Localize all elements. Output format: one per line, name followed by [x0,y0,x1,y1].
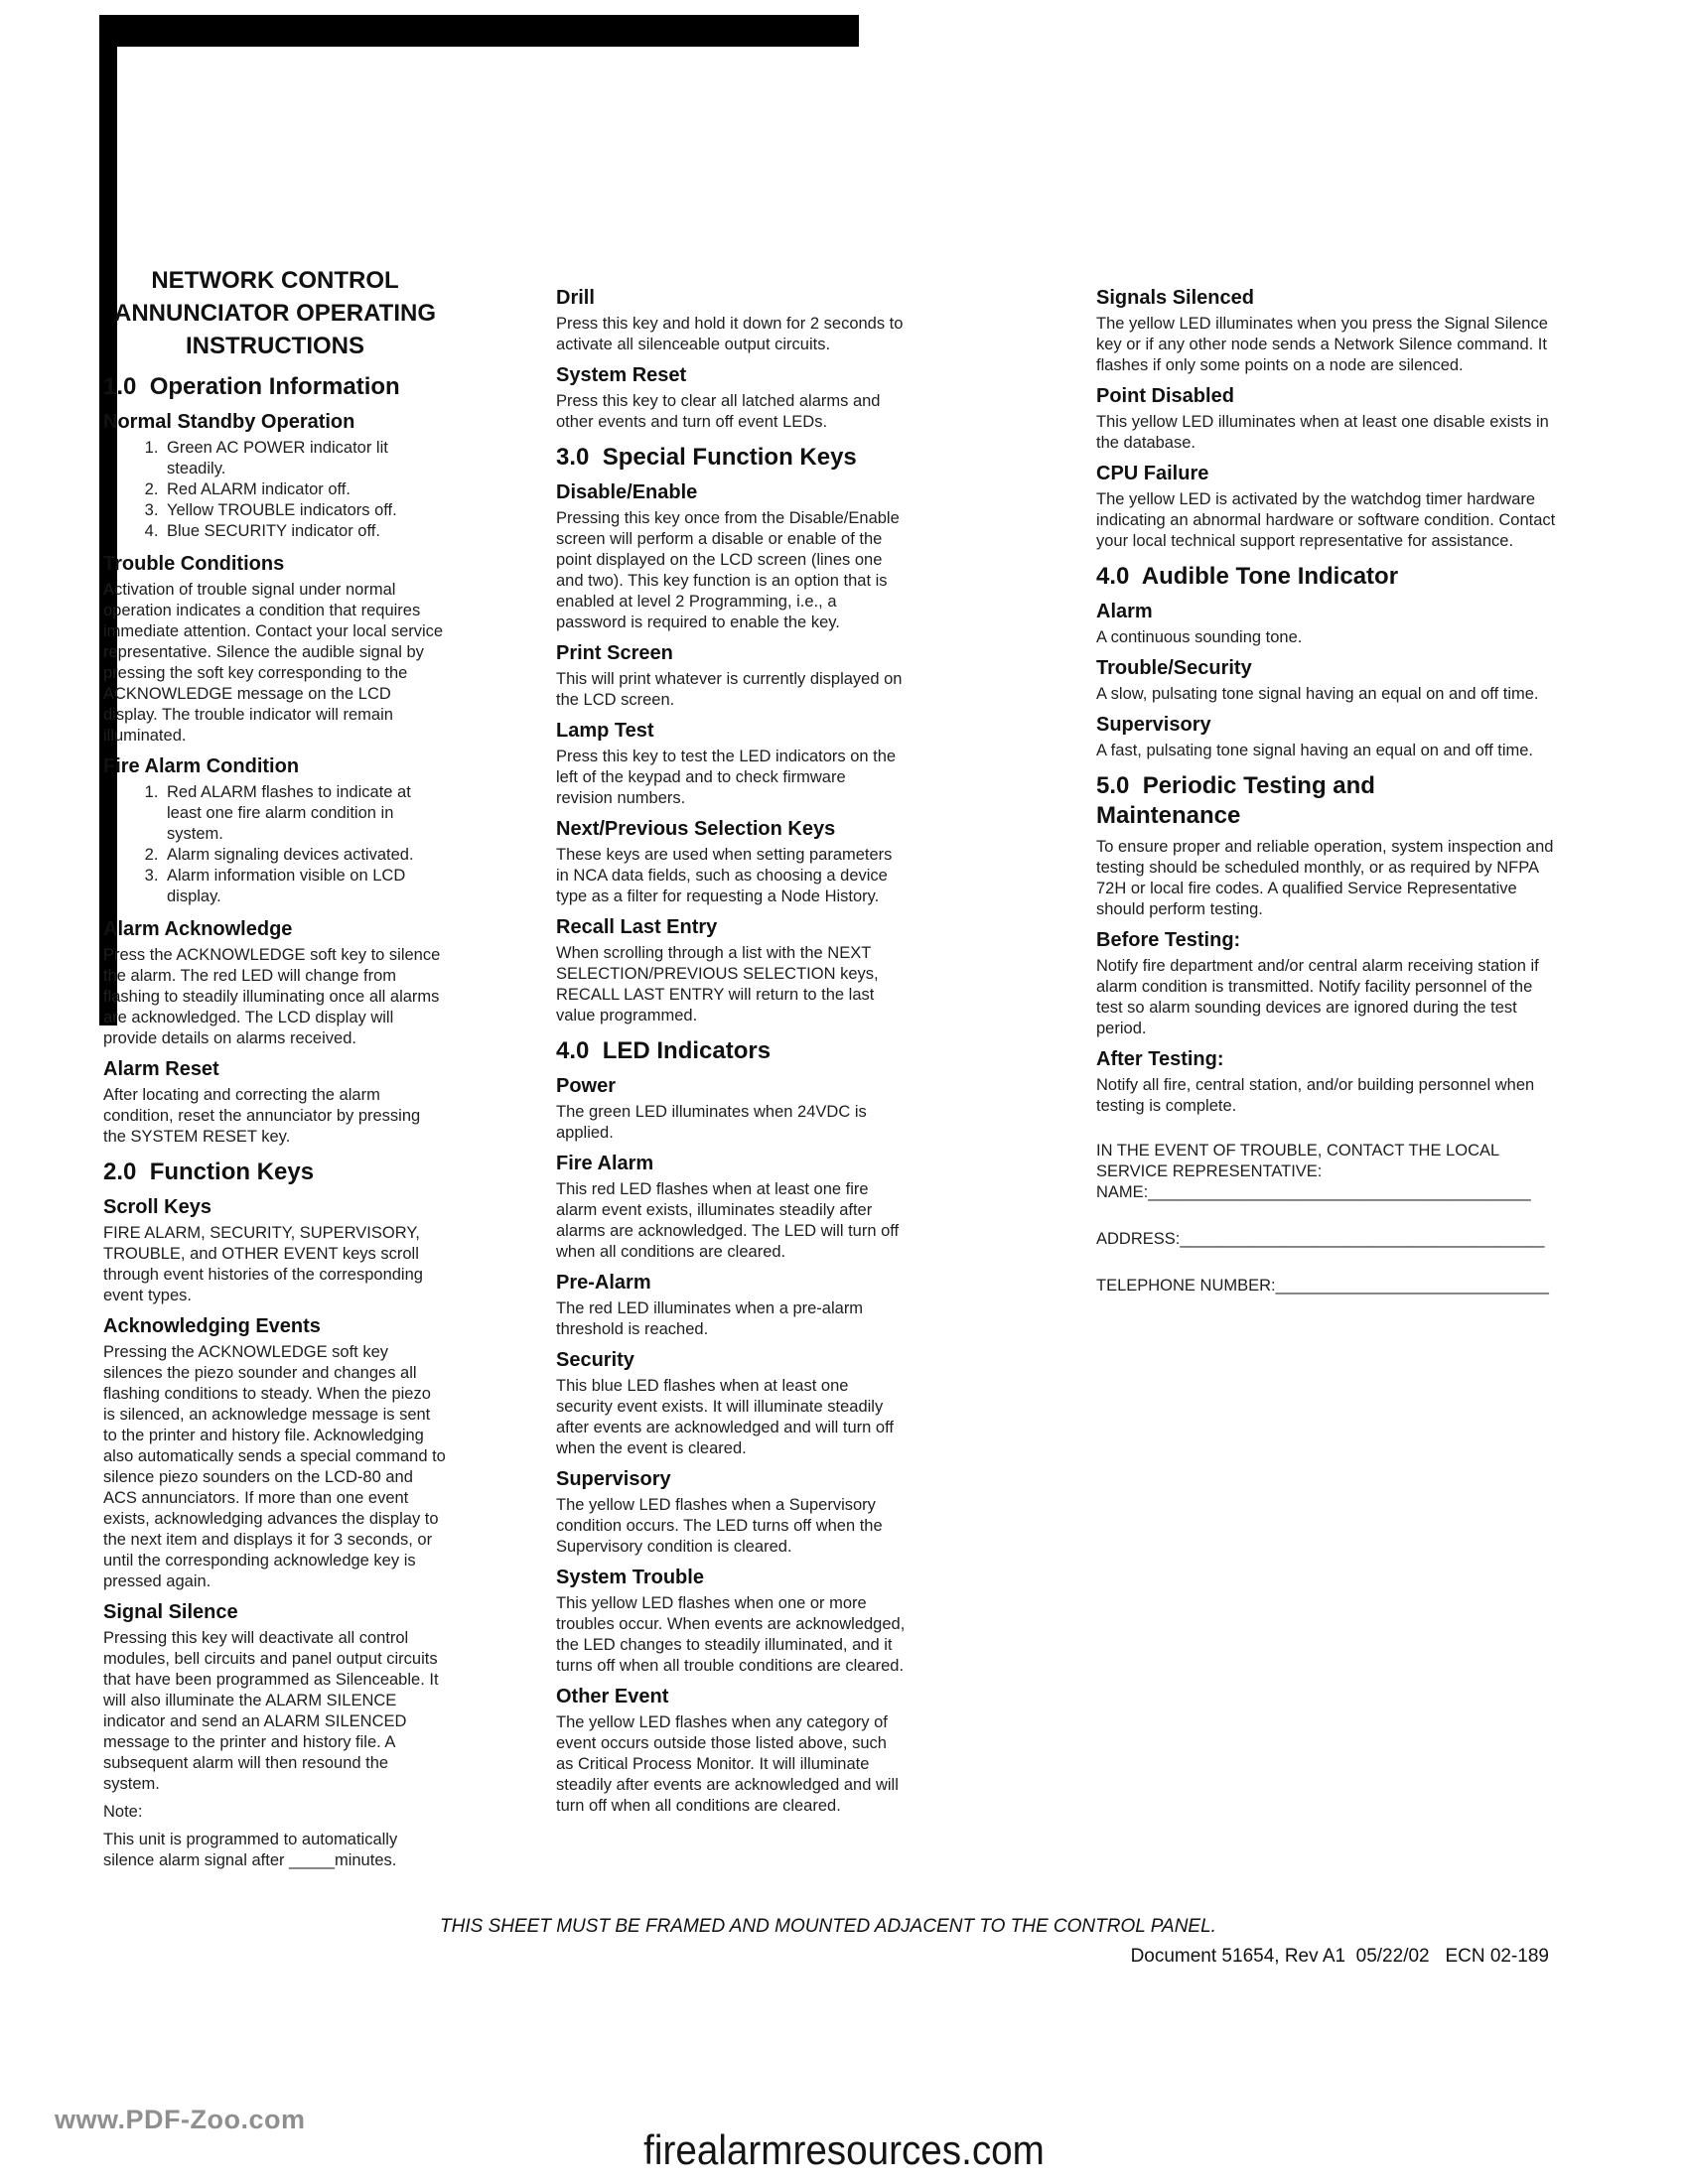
drill-paragraph: Press this key and hold it down for 2 seconds to activate all silenceable output circuits. [556,315,904,353]
print-screen-heading: Print Screen [556,642,673,664]
normal-standby-heading: Normal Standby Operation [103,411,355,433]
note-text: This unit is programmed to automatically silence alarm signal after _____minutes. [103,1831,398,1869]
alarm-paragraph: A continuous sounding tone. [1096,628,1303,646]
section-1-operation-heading: 1.0 Operation Information [103,373,400,400]
column-middle [556,286,906,1824]
lamp-test-paragraph: Press this key to test the LED indicators on the left of the keypad and to check firmware revision numbers. [556,748,897,807]
contact-intro-text: IN THE EVENT OF TROUBLE, CONTACT THE LOCAL SERVICE REPRESENTATIVE: [1096,1142,1499,1180]
before-testing-paragraph: Notify fire department and/or central alarm receiving station if alarm condition is transmitted. Notify facility personnel of the test so alarm sounding devices are ignored during the test period. [1096,957,1539,1037]
list-item: 1. Red ALARM flashes to indicate at least one fire alarm condition in system. [163,782,447,845]
document-revision-text: Document 51654, Rev A1 05/22/02 ECN 02-189 [1130,1946,1549,1967]
pre-alarm-paragraph: The red LED illuminates when a pre-alarm threshold is reached. [556,1299,864,1338]
system-reset-paragraph: Press this key to clear all latched alarms and other events and turn off event LEDs. [556,392,881,431]
after-testing-paragraph: Notify all fire, central station, and/or building personnel when testing is complete. [1096,1076,1535,1115]
supervisory-paragraph: The yellow LED flashes when a Supervisory condition occurs. The LED turns off when the Supervisory condition is cleared. [556,1496,883,1556]
alarm-heading: Alarm [1096,601,1153,622]
drill-heading: Drill [556,287,595,309]
firealarmresources-watermark: firealarmresources.com [643,2126,1045,2173]
service-contact-block [1096,1141,1561,1297]
fire-alarm-list [103,782,447,907]
framed-notice-text: THIS SHEET MUST BE FRAMED AND MOUNTED ADJACENT TO THE CONTROL PANEL. [440,1916,1216,1937]
trouble-security-heading: Trouble/Security [1096,657,1252,679]
cpu-failure-paragraph: The yellow LED is activated by the watchdog timer hardware indicating an abnormal hardware or software condition. Contact your local technical support representative for assistance. [1096,490,1556,550]
section-2-function-keys-heading: 2.0 Function Keys [103,1159,315,1185]
lamp-test-heading: Lamp Test [556,720,654,742]
other-event-paragraph: The yellow LED flashes when any category of event occurs outside those listed above, such as Critical Process Monitor. It will illuminate steadily after events are acknowledged and will turn off when all conditions are cleared. [556,1713,899,1815]
section-3-special-function-heading: 3.0 Special Function Keys [556,444,857,471]
system-trouble-heading: System Trouble [556,1567,704,1588]
recall-last-entry-heading: Recall Last Entry [556,916,718,938]
pdf-zoo-watermark: www.PDF-Zoo.com [55,2105,306,2134]
system-reset-heading: System Reset [556,364,687,386]
note-label: Note: [103,1803,143,1821]
after-testing-heading: After Testing: [1096,1048,1224,1070]
alarm-acknowledge-paragraph: Press the ACKNOWLEDGE soft key to silence the alarm. The red LED will change from flashing to steadily illuminating once all alarms are acknowledged. The LCD display will provide details on alarms received. [103,946,441,1047]
alarm-reset-paragraph: After locating and correcting the alarm condition, reset the annunciator by pressing the SYSTEM RESET key. [103,1086,421,1146]
recall-last-entry-paragraph: When scrolling through a list with the NEXT SELECTION/PREVIOUS SELECTION keys, RECALL LAST ENTRY will return to the last value programmed. [556,944,879,1024]
list-item: 3. Alarm information visible on LCD display. [163,866,447,907]
doc-title-line-1: NETWORK CONTROL [151,267,399,294]
list-item: 2. Alarm signaling devices activated. [163,845,447,866]
disable-enable-paragraph: Pressing this key once from the Disable/Enable screen will perform a disable or enable of the point displayed on the LCD screen (lines one and two). This key function is an option that is enabled at level 2 Programming, i.e., a password is required to enable the key. [556,509,900,631]
before-testing-heading: Before Testing: [1096,929,1241,951]
standby-list [103,438,447,542]
scan-artifact-top-bar [99,15,859,47]
trouble-conditions-paragraph: Activation of trouble signal under normal operation indicates a condition that requires immediate attention. Contact your local service representative. Silence the audible signal by pressing the soft key corresponding to the ACKNOWLEDGE message on the LCD display. The trouble indicator will remain illuminated. [103,581,444,745]
scroll-keys-paragraph: FIRE ALARM, SECURITY, SUPERVISORY, TROUBLE, and OTHER EVENT keys scroll through event histories of the corresponding event types. [103,1224,423,1304]
print-screen-paragraph: This will print whatever is currently displayed on the LCD screen. [556,670,903,709]
system-trouble-paragraph: This yellow LED flashes when one or more troubles occur. When events are acknowledged, the LED changes to steadily illuminated, and it turns off when all trouble conditions are cleared. [556,1594,906,1675]
next-previous-heading: Next/Previous Selection Keys [556,818,836,840]
disable-enable-heading: Disable/Enable [556,481,698,503]
telephone-blank-line: TELEPHONE NUMBER:______________________________ [1096,1277,1549,1295]
acknowledging-events-paragraph: Pressing the ACKNOWLEDGE soft key silences the piezo sounder and changes all flashing conditions to steady. When the piezo is silenced, an acknowledge message is sent to the printer and history file. Acknowledging also automatically sends a special command to silence piezo sounders on the LCD-80 and ACS annunciators. If more than one event exists, acknowledging advances the display to the next item and displays it for 3 seconds, or until the corresponding acknowledge key is pressed again. [103,1343,446,1590]
next-previous-paragraph: These keys are used when setting parameters in NCA data fields, such as choosing a device type as a filter for requesting a Node History. [556,846,893,905]
other-event-heading: Other Event [556,1686,669,1707]
list-item: 2. Red ALARM indicator off. [163,479,447,500]
trouble-security-paragraph: A slow, pulsating tone signal having an equal on and off time. [1096,685,1539,703]
power-heading: Power [556,1075,617,1097]
doc-title-line-3: INSTRUCTIONS [186,333,364,359]
column-right [1096,286,1561,1297]
scroll-keys-heading: Scroll Keys [103,1196,211,1218]
acknowledging-events-heading: Acknowledging Events [103,1315,321,1337]
point-disabled-heading: Point Disabled [1096,385,1234,407]
fire-alarm-condition-heading: Fire Alarm Condition [103,755,300,777]
list-item: 4. Blue SECURITY indicator off. [163,521,447,542]
name-blank-line: NAME:__________________________________________ [1096,1183,1531,1201]
alarm-acknowledge-heading: Alarm Acknowledge [103,918,293,940]
supervisory-tone-heading: Supervisory [1096,714,1211,736]
address-blank-line: ADDRESS:________________________________________ [1096,1230,1545,1248]
fire-alarm-heading: Fire Alarm [556,1153,654,1174]
supervisory-heading: Supervisory [556,1468,671,1490]
cpu-failure-heading: CPU Failure [1096,463,1209,484]
security-paragraph: This blue LED flashes when at least one security event exists. It will illuminate steadily after events are acknowledged and will turn off when the event is cleared. [556,1377,894,1457]
doc-title-line-2: ANNUNCIATOR OPERATING [114,300,436,327]
pre-alarm-heading: Pre-Alarm [556,1272,651,1294]
trouble-conditions-heading: Trouble Conditions [103,553,285,575]
security-heading: Security [556,1349,634,1371]
signals-silenced-heading: Signals Silenced [1096,287,1254,309]
signal-silence-heading: Signal Silence [103,1601,238,1623]
doc-title [103,264,447,362]
signal-silence-paragraph: Pressing this key will deactivate all control modules, bell circuits and panel output circuits that have been programmed as Silenceable. It will also illuminate the ALARM SILENCE indicator and send an ALARM SILENCED message to the printer and history file. A subsequent alarm will then resound the system. [103,1629,439,1793]
list-item: 1. Green AC POWER indicator lit steadily. [163,438,447,479]
point-disabled-paragraph: This yellow LED illuminates when at least one disable exists in the database. [1096,413,1549,452]
section-4-led-indicators-heading: 4.0 LED Indicators [556,1037,772,1064]
power-paragraph: The green LED illuminates when 24VDC is applied. [556,1103,867,1142]
section-4-audible-tone-heading: 4.0 Audible Tone Indicator [1096,563,1399,590]
supervisory-tone-paragraph: A fast, pulsating tone signal having an equal on and off time. [1096,742,1534,759]
signals-silenced-paragraph: The yellow LED illuminates when you press the Signal Silence key or if any other node sends a Network Silence command. It flashes if only some points on a node are silenced. [1096,315,1548,374]
periodic-testing-paragraph: To ensure proper and reliable operation, system inspection and testing should be scheduled monthly, or as required by NFPA 72H or local fire codes. A qualified Service Representative should perform testing. [1096,838,1554,918]
section-5-periodic-testing-heading: 5.0 Periodic Testing and Maintenance [1096,772,1375,829]
alarm-reset-heading: Alarm Reset [103,1058,219,1080]
column-left [103,264,447,1878]
fire-alarm-paragraph: This red LED flashes when at least one fire alarm event exists, illuminates steadily after alarms are acknowledged. The LED will turn off when all conditions are cleared. [556,1180,900,1261]
list-item: 3. Yellow TROUBLE indicators off. [163,500,447,521]
